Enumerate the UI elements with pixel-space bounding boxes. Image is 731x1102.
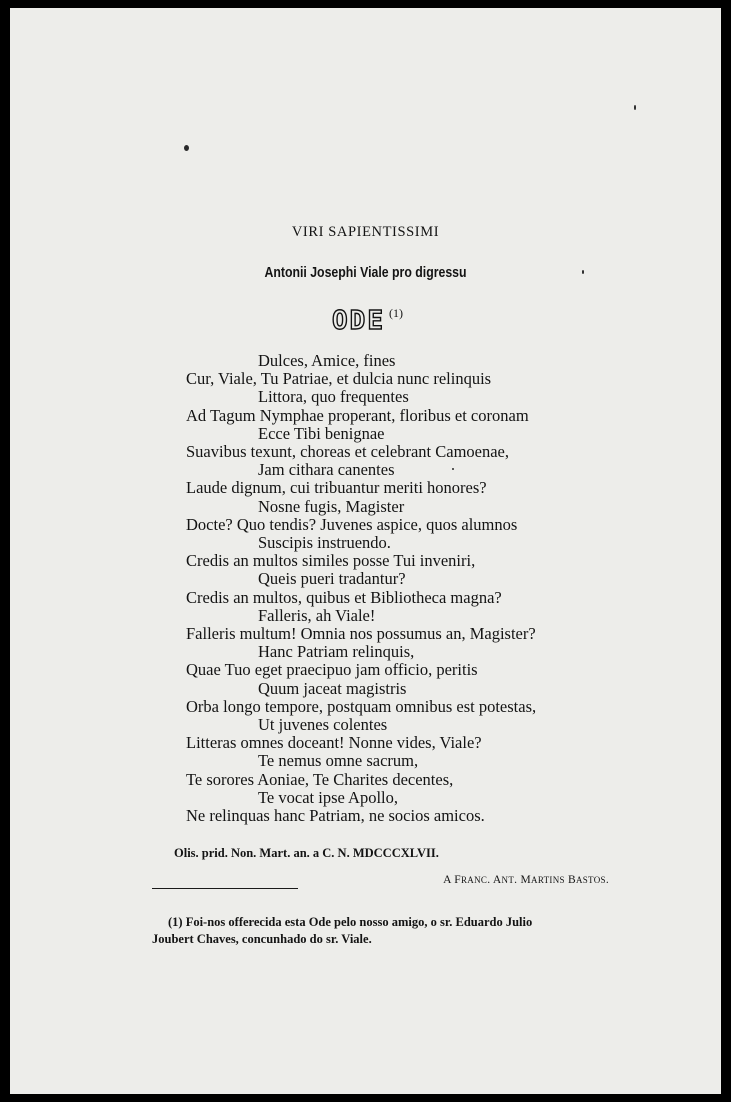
author-signature <box>443 874 609 886</box>
footnote-line: Joubert Chaves, concunhado do sr. Viale. <box>152 931 372 946</box>
ink-speck <box>634 105 636 110</box>
signature-part: RANC <box>460 875 488 885</box>
poem-line: Nosne fugis, Magister <box>258 496 405 516</box>
poem-line: Credis an multos, quibus et Bibliotheca magna? <box>186 587 502 607</box>
ode-word: ODE <box>332 306 385 336</box>
page-title: VIRI SAPIENTISSIMI <box>291 224 440 240</box>
signature-part: . <box>605 874 609 886</box>
poem-line: Suscipis instruendo. <box>258 533 391 553</box>
signature-part: B <box>564 874 576 886</box>
poem-line: Hanc Patriam relinquis, <box>258 642 415 662</box>
page-subtitle: Antonii Josephi Viale pro digressu <box>264 264 467 281</box>
poem-line: Orba longo tempore, postquam omnibus est potestas, <box>186 696 537 716</box>
poem-line: Ad Tagum Nymphae properant, floribus et coronam <box>186 405 529 425</box>
poem-line: Dulces, Amice, fines <box>258 351 396 370</box>
poem-line: Quum jaceat magistris <box>258 678 407 698</box>
poem-line: Falleris, ah Viale! <box>258 605 376 625</box>
signature-part: ASTOS <box>575 875 606 885</box>
poem-line: Quae Tuo eget praecipuo jam officio, peritis <box>186 660 478 680</box>
document-page <box>10 8 721 1094</box>
poem-line: Te nemus omne sacrum, <box>258 751 419 771</box>
poem-line: Queis pueri tradantur? <box>258 569 406 589</box>
poem-line: Suavibus texunt, choreas et celebrant Camoenae, <box>186 442 510 462</box>
poem-line: Falleris multum! Omnia nos possumus an, Magister? <box>186 624 536 644</box>
poem-line: Ne relinquas hanc Patriam, ne socios amicos. <box>186 806 485 826</box>
dateline: Olis. prid. Non. Mart. an. a C. N. MDCCCXLVII. <box>174 846 439 860</box>
poem-line: Litteras omnes doceant! Nonne vides, Viale? <box>186 733 482 753</box>
signature-part: A F <box>443 874 461 886</box>
poem-line: Littora, quo frequentes <box>258 387 409 407</box>
poem-line: Cur, Viale, Tu Patriae, et dulcia nunc relinquis <box>186 369 492 389</box>
footnote <box>152 914 602 947</box>
footnote-reference: (1) <box>388 306 403 320</box>
poem-line: Ecce Tibi benignae <box>258 423 385 443</box>
poem-line: Docte? Quo tendis? Juvenes aspice, quos alumnos <box>186 514 518 534</box>
signature-part: NT <box>501 875 515 885</box>
poem-line: Laude dignum, cui tribuantur meriti honores? <box>186 478 487 498</box>
ink-speck <box>184 145 189 151</box>
signature-part: . A <box>487 874 502 886</box>
poem <box>186 352 536 825</box>
ode-title <box>12 306 721 336</box>
signature-part: . M <box>514 874 532 886</box>
poem-line: Te vocat ipse Apollo, <box>258 787 398 807</box>
footnote-divider <box>152 888 298 889</box>
signature-part: ARTINS <box>531 875 565 885</box>
poem-line: Credis an multos similes posse Tui inveniri, <box>186 551 476 571</box>
footnote-line: (1) Foi-nos offerecida esta Ode pelo nosso amigo, o sr. Eduardo Julio <box>168 915 533 929</box>
poem-line: Te sorores Aoniae, Te Charites decentes, <box>186 769 454 789</box>
poem-line: Jam cithara canentes <box>258 460 395 480</box>
poem-line: Ut juvenes colentes <box>258 715 388 735</box>
